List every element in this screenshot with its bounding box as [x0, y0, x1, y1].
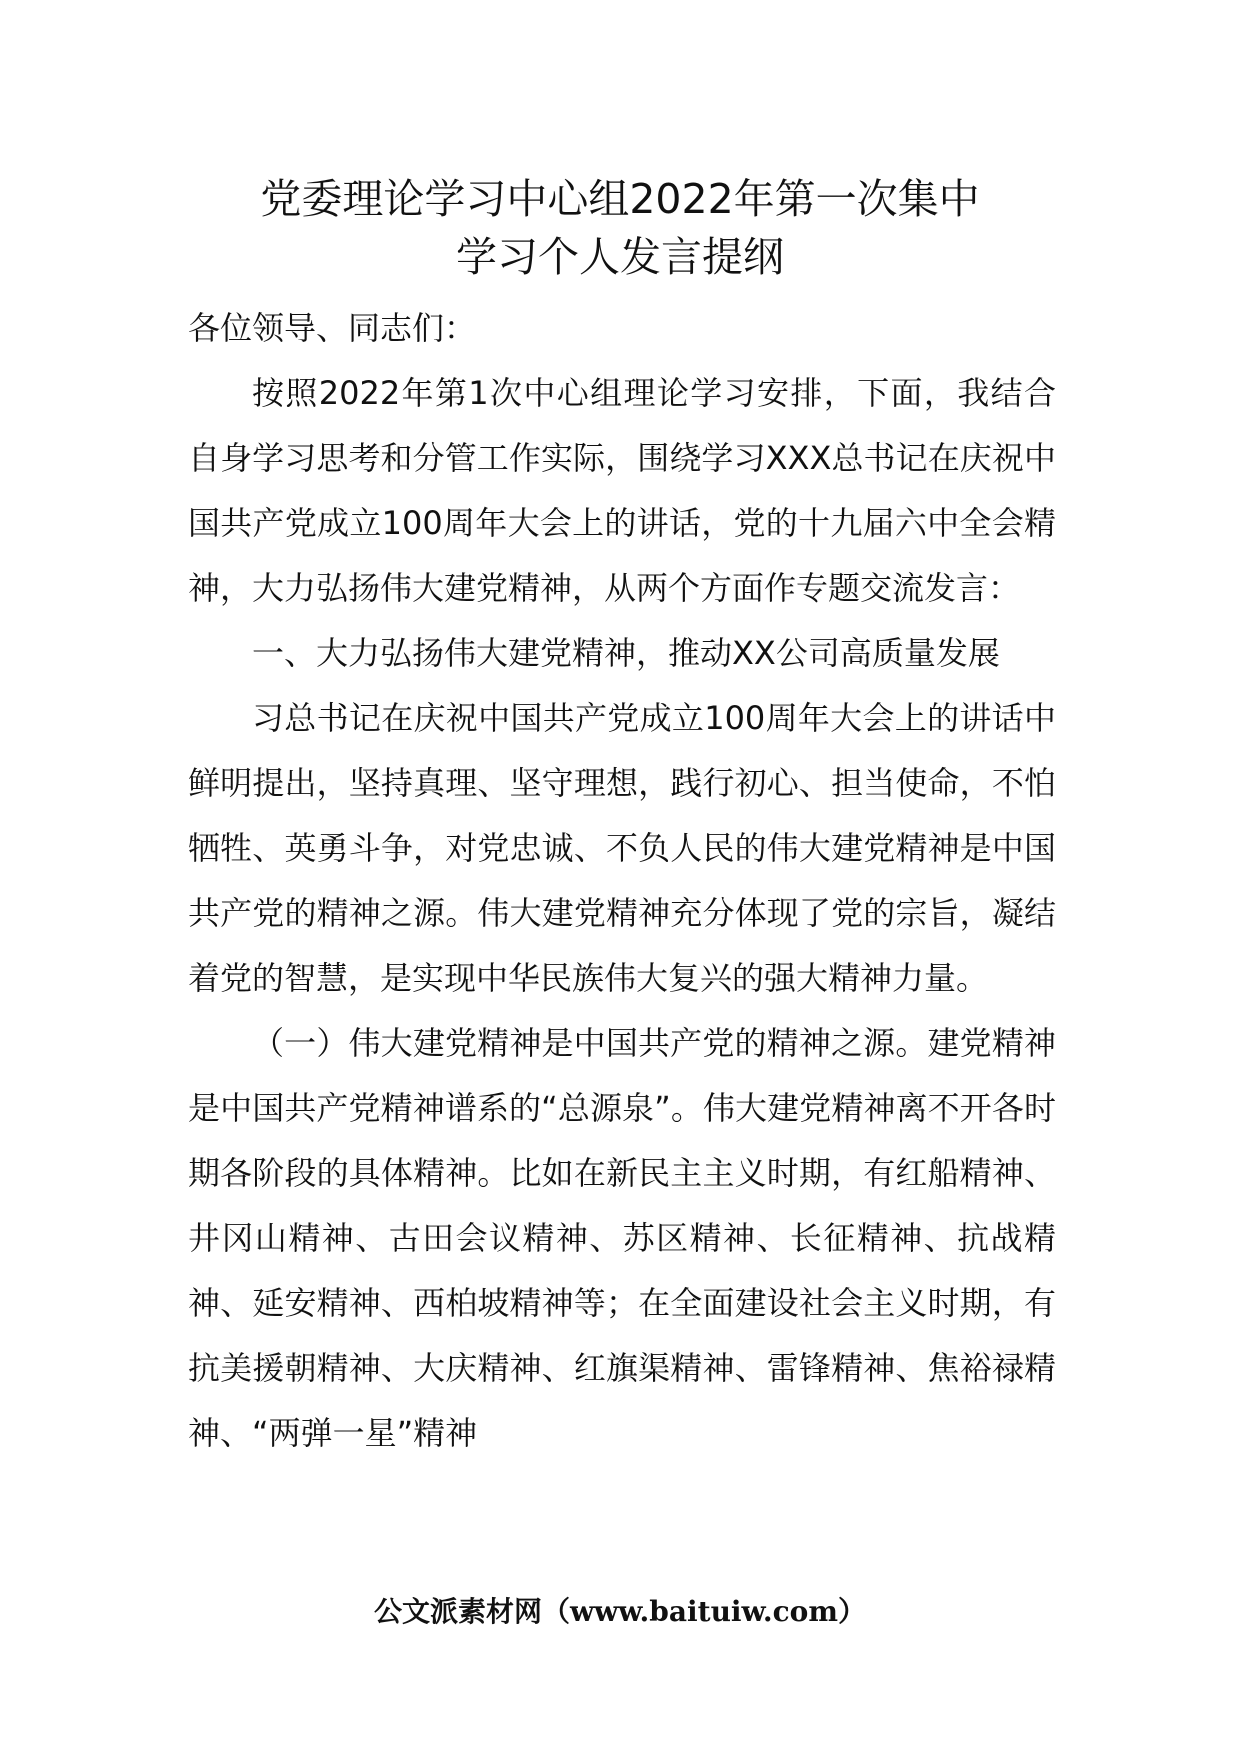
body-paragraph-2: （一）伟大建党精神是中国共产党的精神之源。建党精神是中国共产党精神谱系的“总源泉”。伟大建党精神离不开各时期各阶段的具体精神。比如在新民主主义时期，有红船精神、井冈山精神、古田会议精神、苏区精神、长征精神、抗战精神、延安精神、西柏坡精神等；在全面建设社会主义时期，有抗美援朝精神、大庆精神、红旗渠精神、雷锋精神、焦裕禄精神、“两弹一星”精神 — [188, 1024, 1056, 1452]
salutation: 各位领导、同志们： — [188, 309, 477, 347]
intro-paragraph: 按照2022年第1次中心组理论学习安排，下面，我结合自身学习思考和分管工作实际，围绕学习XXX总书记在庆祝中国共产党成立100周年大会上的讲话，党的十九届六中全会精神，大力弘扬伟大建党精神，从两个方面作专题交流发言： — [188, 374, 1056, 607]
title-line-1: 党委理论学习中心组2022年第一次集中 — [260, 175, 980, 223]
source-watermark-footer: 公文派素材网（www.baituiw.com） — [374, 1595, 866, 1628]
title-line-2: 学习个人发言提纲 — [456, 233, 784, 281]
document-title — [150, 170, 1090, 286]
body-paragraph-1: 习总书记在庆祝中国共产党成立100周年大会上的讲话中鲜明提出，坚持真理、坚守理想，践行初心、担当使命，不怕牺牲、英勇斗争，对党忠诚、不负人民的伟大建党精神是中国共产党的精神之源。伟大建党精神充分体现了党的宗旨，凝结着党的智慧，是实现中华民族伟大复兴的强大精神力量。 — [188, 699, 1056, 997]
document-body — [188, 296, 1056, 1466]
section-heading-1: 一、大力弘扬伟大建党精神，推动XX公司高质量发展 — [252, 634, 1000, 672]
